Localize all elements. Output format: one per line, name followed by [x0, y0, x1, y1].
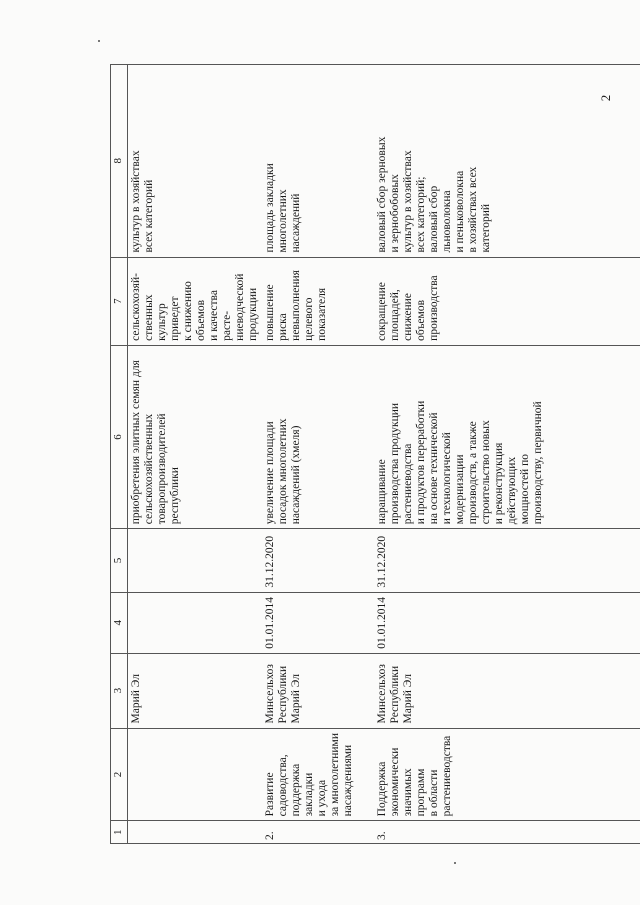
measure-content: увеличение площади посадок многолетних насаждений (хмеля) — [262, 345, 374, 528]
program-table — [110, 64, 640, 844]
measure-content: приобретения элитных семян для сельскохозяйственных товаропроизводителей республики — [128, 345, 263, 528]
executor: Минсельхоз Республики Марий Эл — [374, 653, 640, 728]
indicator: площадь закладки многолетних насаждений — [262, 65, 374, 258]
page-number: 2 — [598, 94, 613, 102]
measure-name: Поддержка экономически значимых программ в области растениеводства — [374, 728, 640, 821]
column-header: 3 — [111, 653, 128, 728]
rotated-table-wrapper — [110, 64, 640, 844]
consequences: сокращение площадей, снижение объемов производства — [374, 257, 640, 345]
column-header: 6 — [111, 345, 128, 528]
column-number-row — [111, 65, 128, 844]
end-date — [128, 529, 263, 592]
column-header: 5 — [111, 529, 128, 592]
row-number: 2. — [262, 821, 374, 844]
consequences: сельскохозяй- ственных культур приведет к снижению объемов и качества расте- ниеводческой продукции — [128, 257, 263, 345]
indicator: культур в хозяйствах всех категорий — [128, 65, 263, 258]
column-header: 8 — [111, 65, 128, 258]
row-number — [128, 821, 263, 844]
scan-speck — [98, 40, 100, 42]
column-header: 2 — [111, 728, 128, 821]
measure-name: Развитие садоводства, поддержка закладки и ухода за многолетними насаждениями — [262, 728, 374, 821]
start-date: 01.01.2014 — [262, 592, 374, 653]
indicator: валовый сбор зерновых и зернобобовых культур в хозяйствах всех категорий; валовый сбор льноволокна и пеньковолокна в хозяйствах всех категорий — [374, 65, 640, 258]
end-date: 31.12.2020 — [262, 529, 374, 592]
measure-name — [128, 728, 263, 821]
table-row — [262, 65, 374, 844]
table-row — [374, 65, 640, 844]
row-number: 3. — [374, 821, 640, 844]
measure-content: наращивание производства продукции растениеводства и продуктов переработки на основе технической и технологической модернизации производств, а также строительство новых и реконструкция действующих мощностей по производству, первичной — [374, 345, 640, 528]
end-date: 31.12.2020 — [374, 529, 640, 592]
column-header: 1 — [111, 821, 128, 844]
start-date — [128, 592, 263, 653]
scan-speck — [454, 862, 456, 864]
executor: Марий Эл — [128, 653, 263, 728]
column-header: 4 — [111, 592, 128, 653]
table-row — [128, 65, 263, 844]
executor: Минсельхоз Республики Марий Эл — [262, 653, 374, 728]
start-date: 01.01.2014 — [374, 592, 640, 653]
consequences: повышение риска невыполнения целевого показателя — [262, 257, 374, 345]
column-header: 7 — [111, 257, 128, 345]
